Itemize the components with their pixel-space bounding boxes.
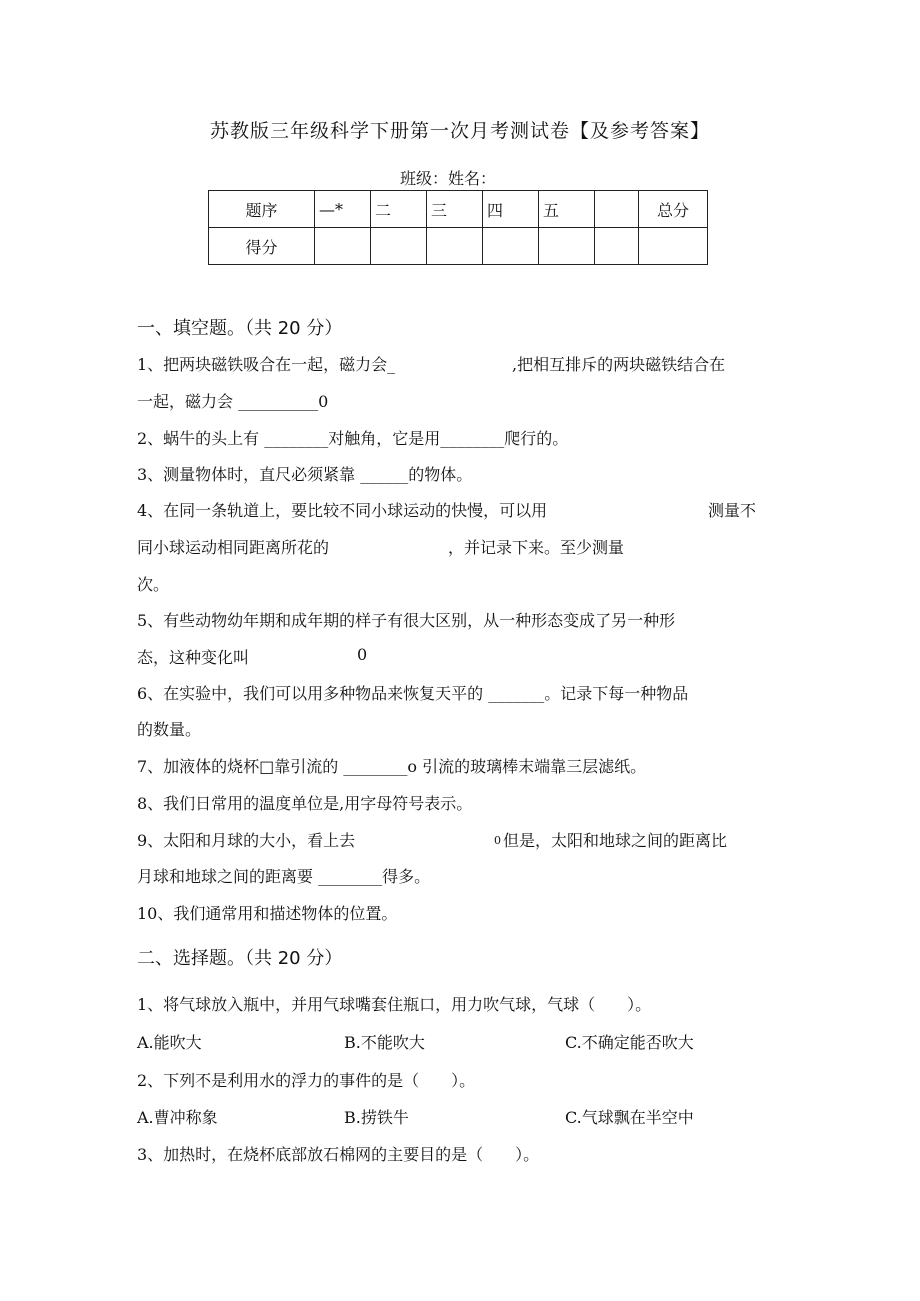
question-5-part-c: 0 bbox=[357, 645, 368, 664]
exam-title: 苏教版三年级科学下册第一次月考测试卷【及参考答案】 bbox=[209, 120, 710, 142]
class-name-line: 班级：姓名： bbox=[400, 169, 497, 188]
question-9-part-d: 月球和地球之间的距离要 ________得多。 bbox=[137, 867, 431, 886]
question-4-part-b: 测量不 bbox=[708, 501, 757, 520]
score-table-score-row bbox=[209, 228, 708, 265]
section2-heading: 二、选择题。（共 20 分） bbox=[137, 948, 343, 969]
choice-1-option-a[interactable]: A.能吹大 bbox=[137, 1033, 202, 1052]
score-header-cell: 四 bbox=[483, 191, 539, 228]
question-6-part-b: 的数量。 bbox=[137, 720, 202, 739]
question-4-part-d: ，并记录下来。至少测量 bbox=[448, 538, 625, 557]
score-cell[interactable] bbox=[595, 228, 639, 265]
question-4-part-e: 次。 bbox=[137, 575, 170, 594]
choice-1-option-c[interactable]: C.不确定能否吹大 bbox=[565, 1033, 694, 1052]
score-cell[interactable] bbox=[483, 228, 539, 265]
choice-question-3: 3、加热时，在烧杯底部放石棉网的主要目的是（ ）。 bbox=[137, 1145, 540, 1164]
question-9-part-a: 9、太阳和月球的大小，看上去 bbox=[137, 831, 356, 850]
question-3: 3、测量物体时，直尺必须紧靠 ______的物体。 bbox=[137, 465, 473, 484]
score-header-cell: —* bbox=[315, 191, 371, 228]
question-4-part-a: 4、在同一条轨道上，要比较不同小球运动的快慢，可以用 bbox=[137, 501, 548, 520]
choice-2-option-a[interactable]: A.曹冲称象 bbox=[137, 1108, 218, 1127]
score-header-cell: 总分 bbox=[639, 191, 708, 228]
score-header-cell: 三 bbox=[427, 191, 483, 228]
question-5-part-a: 5、有些动物幼年期和成年期的样子有很大区别，从一种形态变成了另一种形 bbox=[137, 611, 676, 630]
question-10: 10、我们通常用和描述物体的位置。 bbox=[137, 904, 398, 923]
section1-heading: 一、填空题。（共 20 分） bbox=[137, 318, 343, 339]
question-1-part-c: 一起，磁力会 __________0 bbox=[137, 392, 329, 411]
question-8: 8、我们日常用的温度单位是,用字母符号表示。 bbox=[137, 794, 473, 813]
score-table bbox=[208, 190, 708, 265]
score-header-cell: 二 bbox=[371, 191, 427, 228]
score-cell[interactable] bbox=[427, 228, 483, 265]
score-cell[interactable] bbox=[639, 228, 708, 265]
choice-2-option-c[interactable]: C.气球飘在半空中 bbox=[565, 1108, 694, 1127]
question-4-part-c: 同小球运动相同距离所花的 bbox=[137, 538, 330, 557]
score-header-cell: 题序 bbox=[209, 191, 315, 228]
score-cell[interactable] bbox=[539, 228, 595, 265]
question-9-part-c: 但是，太阳和地球之间的距离比 bbox=[503, 831, 728, 850]
choice-1-option-b[interactable]: B.不能吹大 bbox=[344, 1033, 425, 1052]
question-6-part-a: 6、在实验中，我们可以用多种物品来恢复天平的 _______。记录下每一种物品 bbox=[137, 684, 689, 703]
score-cell[interactable] bbox=[371, 228, 427, 265]
score-cell[interactable] bbox=[315, 228, 371, 265]
question-1-part-b: ,把相互排斥的两块磁铁结合在 bbox=[512, 355, 726, 374]
question-5-part-b: 态，这种变化叫 bbox=[137, 648, 250, 667]
question-1-part-a: 1、把两块磁铁吸合在一起，磁力会_ bbox=[137, 355, 396, 374]
score-header-cell bbox=[595, 191, 639, 228]
choice-2-option-b[interactable]: B.捞铁牛 bbox=[344, 1108, 409, 1127]
choice-question-2: 2、下列不是利用水的浮力的事件的是（ ）。 bbox=[137, 1071, 476, 1090]
question-2: 2、蜗牛的头上有 ________对触角，它是用________爬行的。 bbox=[137, 429, 569, 448]
score-header-cell: 五 bbox=[539, 191, 595, 228]
score-row-label: 得分 bbox=[209, 228, 315, 265]
question-7: 7、加液体的烧杯□靠引流的 ________o 引流的玻璃棒末端靠三层滤纸。 bbox=[137, 757, 647, 776]
score-table-header-row bbox=[209, 191, 708, 228]
question-9-part-b: 0 bbox=[494, 834, 501, 847]
choice-question-1: 1、将气球放入瓶中，并用气球嘴套住瓶口，用力吹气球，气球（ ）。 bbox=[137, 995, 652, 1014]
